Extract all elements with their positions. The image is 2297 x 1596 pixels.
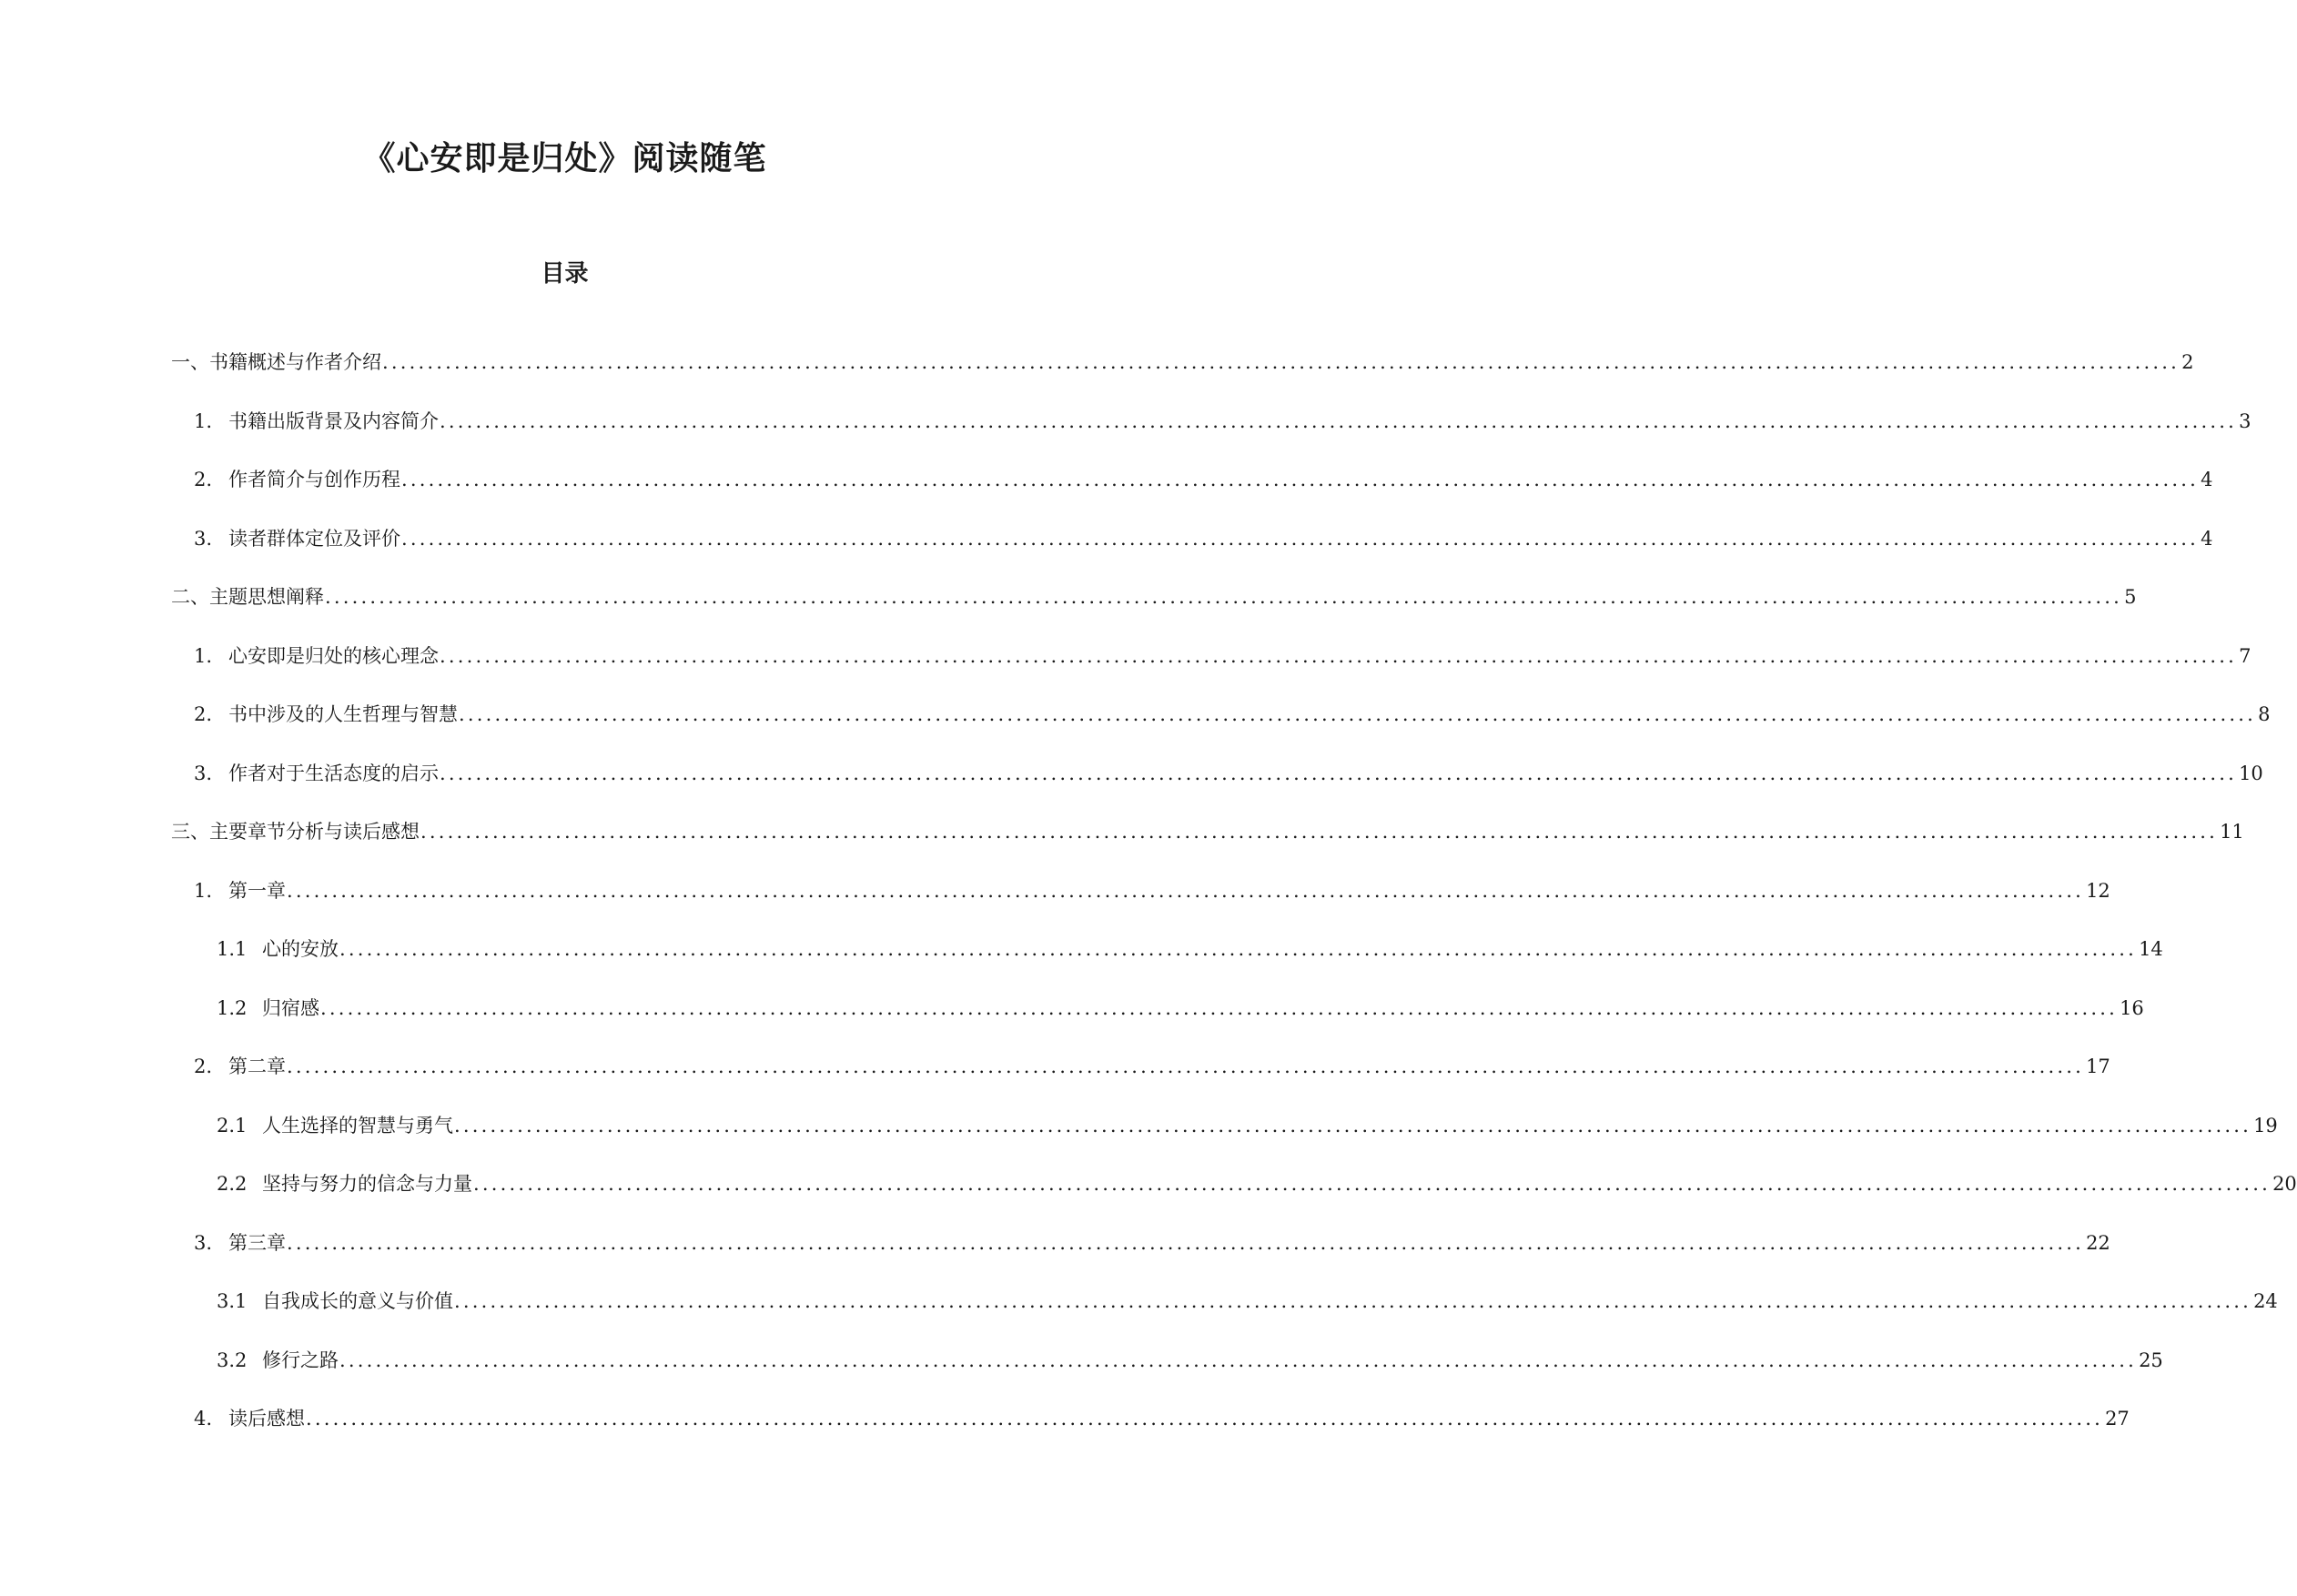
toc-leader-dots: ........................................................................................................................................................................................................ [473,1173,2272,1195]
toc-entry[interactable] [217,1170,2297,1197]
toc-leader-dots: ........................................................................................................................................................................................................ [320,996,2119,1019]
toc-entry[interactable] [194,1229,2110,1257]
toc-entry-number: 1. [194,644,213,667]
toc-entry[interactable] [217,1288,2278,1315]
toc-leader-dots: ........................................................................................................................................................................................................ [459,703,2257,725]
toc-leader-dots: ........................................................................................................................................................................................................ [401,527,2200,550]
toc-leader-dots: ........................................................................................................................................................................................................ [401,469,2200,490]
toc-entry-label: 第二章 [228,1056,286,1077]
toc-entry[interactable] [194,408,2251,435]
toc-entry-label: 读后感想 [228,1408,305,1429]
toc-entry-number: 1. [194,409,213,432]
toc-entry-label: 作者简介与创作历程 [228,469,400,490]
toc-entry-number: 3.1 [217,1290,248,1312]
toc-entry-number: 3. [194,762,213,784]
toc-entry[interactable] [194,760,2263,787]
toc-entry-page-number: 22 [2086,1231,2110,1254]
toc-entry-page-number: 7 [2239,644,2251,667]
toc-leader-dots: ........................................................................................................................................................................................................ [287,879,2085,902]
toc-entry-page-number: 8 [2258,703,2271,725]
toc-entry-page-number: 4 [2201,527,2213,550]
toc-entry[interactable] [194,1405,2130,1432]
toc-entry-label: 心的安放 [262,938,339,960]
toc-entry-label: 三、主要章节分析与读后感想 [171,821,420,843]
toc-entry-page-number: 10 [2239,762,2263,784]
toc-entry-page-number: 24 [2253,1290,2278,1312]
toc-entry-label: 心安即是归处的核心理念 [228,644,439,667]
toc-leader-dots: ........................................................................................................................................................................................................ [440,644,2238,667]
toc-entry-number: 2. [194,703,213,725]
toc-entry-page-number: 27 [2105,1408,2130,1429]
toc-entry-number: 2.1 [217,1114,248,1136]
toc-entry-label: 第三章 [228,1231,286,1254]
document-title: 《心安即是归处》阅读随笔 [362,140,767,177]
toc-entry[interactable] [194,877,2110,904]
toc-entry[interactable] [217,1112,2278,1139]
toc-entry[interactable] [217,1347,2163,1374]
toc-leader-dots: ........................................................................................................................................................................................................ [287,1056,2085,1077]
toc-leader-dots: ........................................................................................................................................................................................................ [339,1349,2138,1371]
toc-leader-dots: ........................................................................................................................................................................................................ [440,409,2238,432]
toc-entry-page-number: 19 [2253,1114,2278,1136]
toc-entry-label: 第一章 [228,879,286,902]
toc-leader-dots: ........................................................................................................................................................................................................ [382,351,2181,373]
toc-entry[interactable] [217,995,2144,1022]
toc-entry-page-number: 4 [2201,469,2213,490]
toc-entry-label: 修行之路 [262,1349,339,1371]
toc-entry-label: 归宿感 [262,996,319,1019]
toc-entry-number: 2. [194,1056,213,1077]
toc-leader-dots: ........................................................................................................................................................................................................ [306,1408,2104,1429]
toc-entry-page-number: 16 [2120,996,2144,1019]
toc-entry-number: 4. [194,1408,213,1429]
toc-entry[interactable] [194,1053,2110,1080]
toc-entry-number: 2.2 [217,1173,248,1195]
toc-entry-label: 读者群体定位及评价 [228,527,400,550]
toc-entry-number: 1.1 [217,938,248,960]
toc-entry-page-number: 5 [2124,586,2137,608]
toc-entry[interactable] [217,935,2163,963]
toc-entry-number: 1.2 [217,996,248,1019]
toc-entry-page-number: 20 [2272,1173,2297,1195]
toc-entry-page-number: 11 [2220,821,2244,843]
toc-leader-dots: ........................................................................................................................................................................................................ [339,938,2138,960]
toc-entry-page-number: 14 [2139,938,2163,960]
toc-entry-number: 3.2 [217,1349,248,1371]
toc-entry-page-number: 3 [2239,409,2251,432]
toc-leader-dots: ........................................................................................................................................................................................................ [440,762,2238,784]
toc-entry-label: 作者对于生活态度的启示 [228,762,439,784]
toc-heading: 目录 [541,260,589,288]
toc-entry[interactable] [171,583,2137,611]
toc-entry-label: 自我成长的意义与价值 [262,1290,453,1312]
toc-leader-dots: ........................................................................................................................................................................................................ [325,586,2123,608]
toc-entry[interactable] [194,701,2271,728]
toc-entry-number: 3. [194,1231,213,1254]
toc-entry-page-number: 12 [2086,879,2110,902]
toc-entry-label: 书籍出版背景及内容简介 [228,409,439,432]
toc-entry[interactable] [194,525,2213,552]
toc-entry-number: 2. [194,469,213,490]
toc-entry[interactable] [171,348,2194,376]
toc-entry-label: 二、主题思想阐释 [171,586,324,608]
toc-leader-dots: ........................................................................................................................................................................................................ [454,1290,2252,1312]
toc-entry-number: 1. [194,879,213,902]
toc-entry-number: 3. [194,527,213,550]
toc-entry[interactable] [171,818,2244,845]
toc-entry-label: 坚持与努力的信念与力量 [262,1173,472,1195]
toc-entry-page-number: 25 [2139,1349,2163,1371]
toc-entry[interactable] [194,642,2251,670]
toc-entry-label: 书中涉及的人生哲理与智慧 [228,703,458,725]
toc-leader-dots: ........................................................................................................................................................................................................ [454,1114,2252,1136]
toc-entry-page-number: 17 [2086,1056,2110,1077]
toc-entry[interactable] [194,466,2213,493]
toc-leader-dots: ........................................................................................................................................................................................................ [287,1231,2085,1254]
toc-leader-dots: ........................................................................................................................................................................................................ [420,821,2219,843]
toc-entry-page-number: 2 [2181,351,2194,373]
toc-entry-label: 一、书籍概述与作者介绍 [171,351,381,373]
toc-entry-label: 人生选择的智慧与勇气 [262,1114,453,1136]
